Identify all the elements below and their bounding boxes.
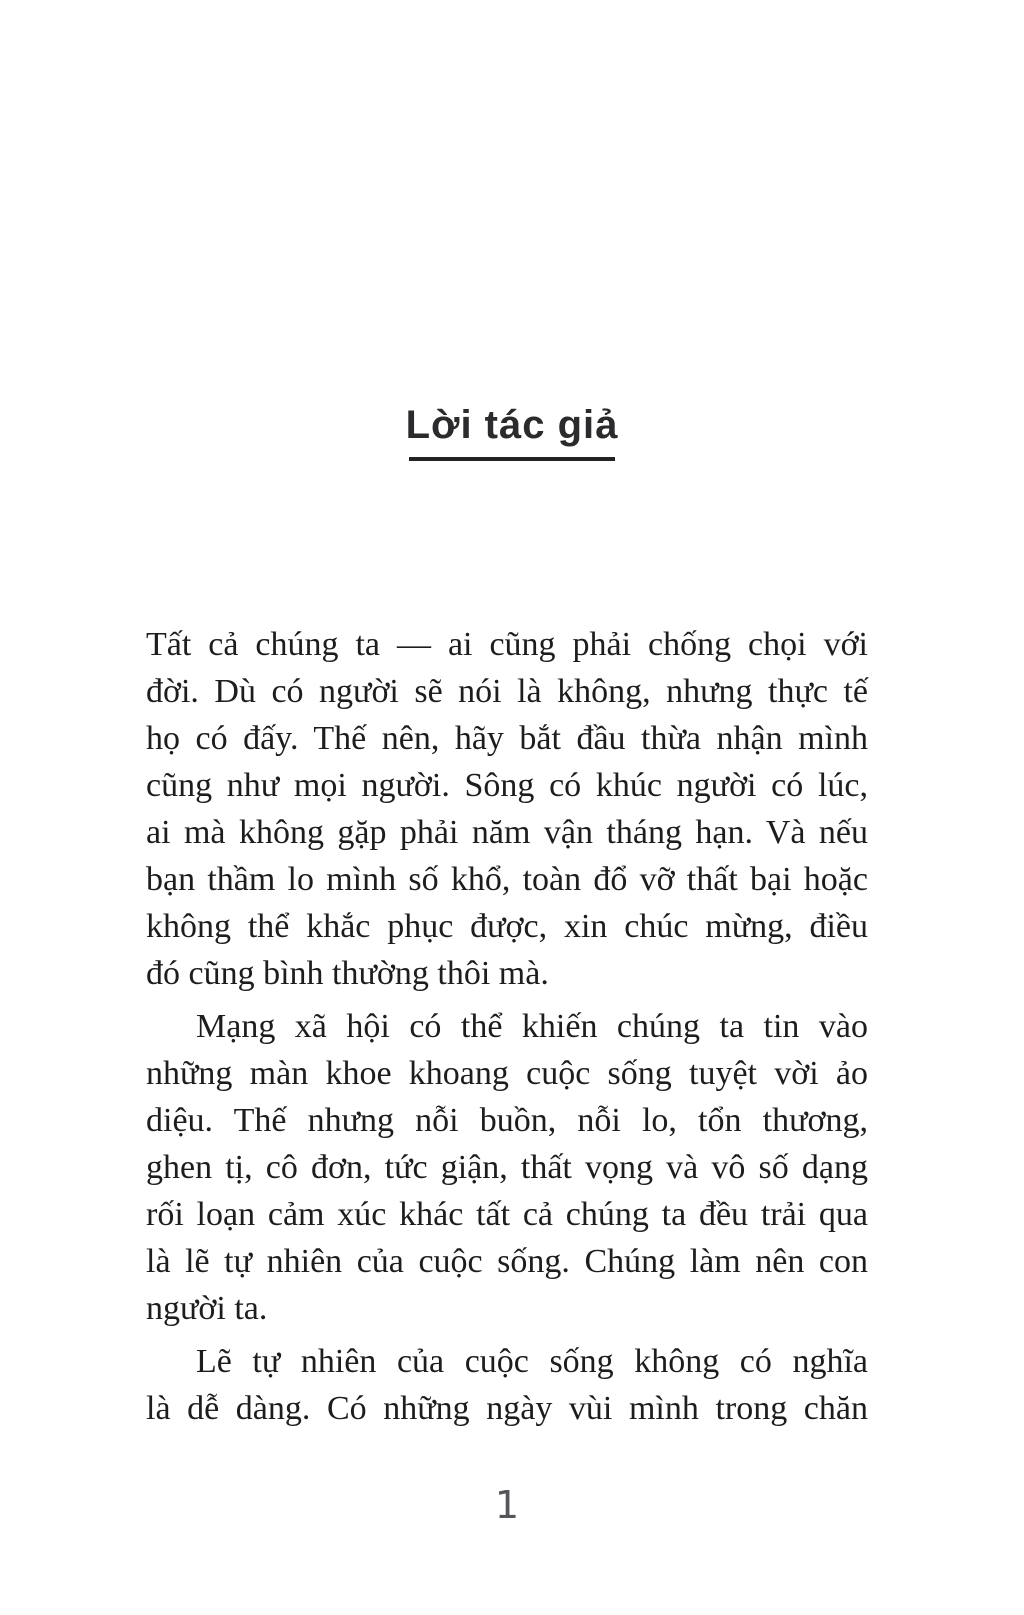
paragraph [146,1338,868,1432]
text-line: là dễ dàng. Có những ngày vùi mình trong chăn [146,1390,868,1427]
text-line: những màn khoe khoang cuộc sống tuyệt vời ảo [146,1055,868,1092]
text-line: không thể khắc phục được, xin chúc mừng, điều [146,908,868,945]
text-line: cũng như mọi người. Sông có khúc người có lúc, [146,767,868,804]
paragraph [146,1003,868,1332]
text-line: họ có đấy. Thế nên, hãy bắt đầu thừa nhận mình [146,720,868,757]
paragraph [146,621,868,997]
text-line: Mạng xã hội có thể khiến chúng ta tin vào [196,1008,868,1045]
heading-section [0,401,1024,461]
text-line: người ta. [146,1290,268,1327]
text-line: ai mà không gặp phải năm vận tháng hạn. Và nếu [146,814,868,851]
text-line: Tất cả chúng ta — ai cũng phải chống chọi với [146,626,868,663]
text-line: là lẽ tự nhiên của cuộc sống. Chúng làm nên con [146,1243,868,1280]
text-line: diệu. Thế nhưng nỗi buồn, nỗi lo, tổn thương, [146,1102,868,1139]
text-line: đó cũng bình thường thôi mà. [146,955,549,992]
text-line: rối loạn cảm xúc khác tất cả chúng ta đều trải qua [146,1196,868,1233]
text-line: đời. Dù có người sẽ nói là không, nhưng thực tế [146,673,868,710]
body-text [146,621,868,1438]
heading-underline [409,457,615,461]
text-line: bạn thầm lo mình số khổ, toàn đổ vỡ thất bại hoặc [146,861,868,898]
page-title: Lời tác giả [405,403,619,447]
text-line: ghen tị, cô đơn, tức giận, thất vọng và vô số dạng [146,1149,868,1186]
text-line: Lẽ tự nhiên của cuộc sống không có nghĩa [196,1343,868,1380]
page-number: 1 [494,1483,520,1527]
